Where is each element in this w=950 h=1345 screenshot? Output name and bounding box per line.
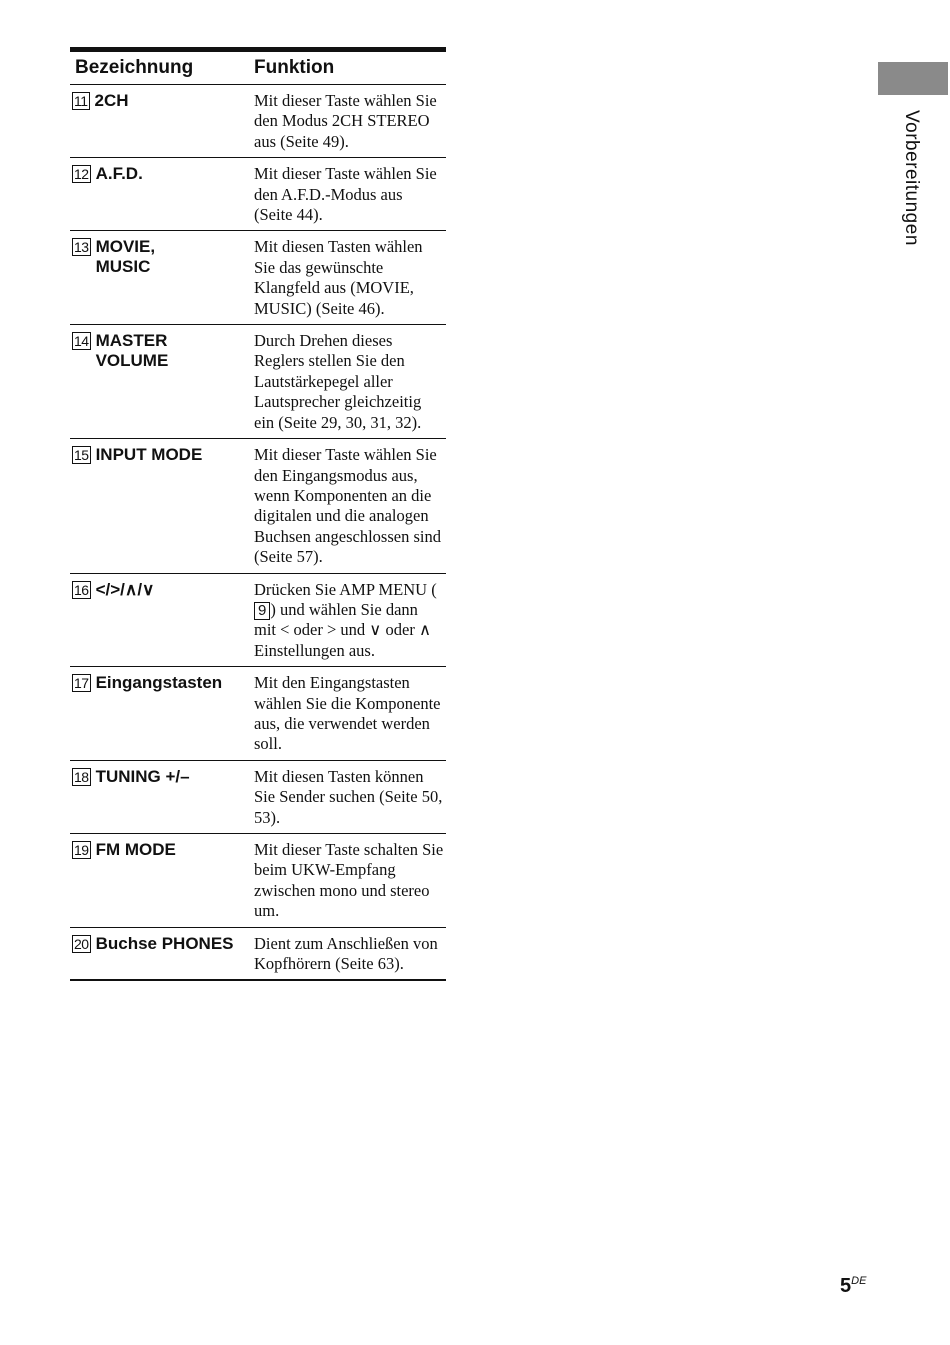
row-name-cell [70,840,254,922]
item-function: Mit dieser Taste wählen Sie den Eingangsmodus aus, wenn Komponenten an die digitalen und die analogen Buchsen angeschlossen sind (Seite 57). [254,445,441,567]
item-function: Mit diesen Tasten wählen Sie das gewünschte Klangfeld aus (MOVIE, MUSIC) (Seite 46). [254,237,423,318]
section-title-vertical: Vorbereitungen [901,110,922,246]
table-row [70,85,446,158]
row-name-cell [70,91,254,152]
row-name-cell [70,164,254,225]
page-number [840,1275,866,1298]
row-name-cell [70,673,254,755]
item-function: Mit dieser Taste wählen Sie den A.F.D.-Modus aus (Seite 44). [254,164,437,225]
row-name-cell [70,445,254,567]
header-bezeichnung: Bezeichnung [75,57,194,78]
page-language-suffix: DE [851,1275,867,1287]
table-row [70,158,446,231]
item-label: A.F.D. [95,164,143,184]
item-function: Dient zum Anschließen von Kopfhörern (Seite 63). [254,933,438,974]
item-number: 17 [74,675,89,692]
item-function: Mit dieser Taste schalten Sie beim UKW-Empfang zwischen mono und stereo um. [254,840,444,921]
item-function: Mit dieser Taste wählen Sie den Modus 2CH STEREO aus (Seite 49). [254,91,437,151]
item-function: Mit den Eingangstasten wählen Sie die Komponente aus, die verwendet werden soll. [254,673,441,754]
row-name-cell [70,237,254,319]
item-label: Eingangstasten [95,673,223,693]
function-text-part: ) und wählen Sie dann mit < oder > und ∨ oder ∧ Einstellungen aus. [254,599,432,660]
table-row [70,834,446,928]
item-label: TUNING +/– [95,766,190,786]
row-name-cell [70,767,254,828]
parts-table [70,47,446,981]
section-tab-marker [878,62,948,95]
item-label: </>/∧/∨ [95,579,155,599]
header-funktion: Funktion [254,57,335,78]
page-number-value: 5 [840,1275,852,1297]
item-number: 20 [74,935,89,952]
row-name-cell [70,580,254,662]
table-row [70,761,446,834]
item-number: 16 [74,581,89,598]
table-header [70,52,446,85]
item-label: MOVIE, MUSIC [95,237,156,277]
table-row [70,574,446,668]
function-text-part: Drücken Sie AMP MENU ( [254,579,437,599]
table-row [70,325,446,439]
item-label: MASTER VOLUME [95,331,169,371]
item-number: 12 [74,166,89,183]
item-number: 15 [74,447,89,464]
item-label: Buchse PHONES [95,933,234,953]
item-number: 18 [74,768,89,785]
item-number: 14 [74,333,89,350]
item-number: 13 [74,239,89,256]
item-function [254,580,446,662]
table-row [70,667,446,761]
table-row [70,928,446,982]
item-function: Durch Drehen dieses Reglers stellen Sie den Lautstärkepegel aller Lautsprecher gleichzeitig ein (Seite 29, 30, 31, 32). [254,331,422,432]
item-label: FM MODE [95,840,176,859]
row-name-cell [70,934,254,975]
item-number: 11 [74,93,88,109]
row-name-cell [70,331,254,433]
item-number: 19 [74,842,89,858]
item-label: 2CH [94,91,129,110]
table-row [70,439,446,573]
reference-number-box: 9 [254,602,270,620]
item-label: INPUT MODE [95,445,203,465]
table-row [70,231,446,325]
item-function: Mit diesen Tasten können Sie Sender suchen (Seite 50, 53). [254,766,443,827]
